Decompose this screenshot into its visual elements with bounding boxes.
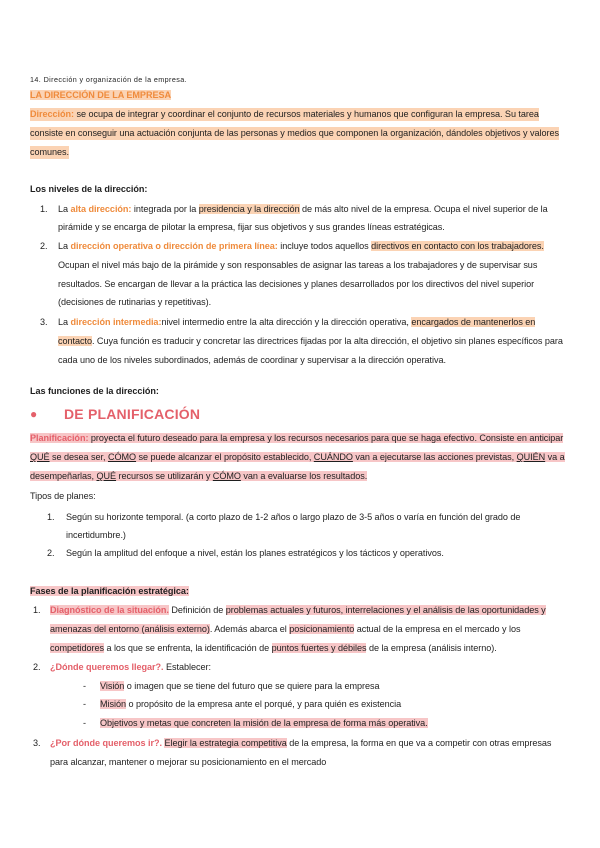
document-title: 14. Dirección y organización de la empresa. — [30, 75, 188, 84]
text: de la empresa, la forma en que va a competir con otras empresas — [286, 738, 552, 748]
definition-line-3: comunes. — [30, 147, 70, 157]
question-como: CÓMO — [107, 452, 137, 462]
tipos-heading: Tipos de planes: — [30, 491, 96, 501]
tipo-2-line-1: Según la amplitud del enfoque a nivel, están los planes estratégicos y los tácticos y operativos. — [66, 548, 444, 558]
term-por-donde-ir: ¿Por dónde queremos ir?. — [50, 738, 162, 748]
term-diagnostico: Diagnóstico de la situación. — [50, 605, 169, 615]
funciones-heading: Las funciones de la dirección: — [30, 386, 159, 396]
term-direccion-intermedia: dirección intermedia: — [70, 317, 162, 327]
text: La — [58, 204, 71, 214]
dash-marker: - — [83, 699, 87, 709]
highlight: Objetivos y metas que concreten la misión de la empresa de forma más operativa. — [100, 718, 428, 728]
fase-1-line-2 — [50, 623, 521, 636]
list-number: 1. — [47, 512, 55, 522]
nivel-3-line-3: cada uno de los niveles subordinados, además de coordinar y supervisar a la dirección operativa. — [58, 355, 446, 365]
fase-1-line-3 — [50, 642, 497, 655]
definition-line-2: consiste en conseguir una actuación conjunta de las personas y medios que componen la organización, dándoles objetivos y valores — [30, 128, 559, 138]
highlight: posicionamiento — [289, 624, 355, 634]
fases-heading — [30, 585, 189, 598]
list-number: 2. — [40, 241, 48, 251]
term-direccion-operativa: dirección operativa o dirección de primera línea: — [70, 241, 278, 251]
bullet-icon: ● — [30, 407, 38, 421]
highlight: encargados de mantenerlos en — [411, 317, 536, 327]
nivel-2-line-1 — [58, 240, 544, 253]
heading-text: LA DIRECCIÓN DE LA EMPRESA — [30, 90, 172, 100]
nivel-2-line-4: (decisiones de rutinarias y repetitivas). — [58, 297, 212, 307]
text: nivel intermedio entre la alta dirección y la dirección operativa, — [161, 317, 412, 327]
text: van a evaluarse los resultados. — [240, 471, 368, 481]
highlight: directivos en contacto con los trabajadores. — [371, 241, 544, 251]
nivel-3-line-1 — [58, 316, 535, 329]
question-que: QUÉ — [30, 452, 50, 462]
term-donde-llegar: ¿Dónde queremos llegar?. — [50, 662, 164, 672]
fase-3-line-1 — [50, 737, 551, 750]
question-como: CÓMO — [212, 471, 241, 481]
list-number: 3. — [40, 317, 48, 327]
highlight: Elegir la estrategia competitiva — [164, 738, 287, 748]
dash-marker: - — [83, 718, 87, 728]
text: o imagen que se tiene del futuro que se quiere para la empresa — [124, 681, 380, 691]
text: van a ejecutarse las acciones previstas, — [352, 452, 517, 462]
text: . Cuya función es traducir y concretar las directrices fijadas por la alta dirección, el objetivo sin planes específicos para — [91, 336, 563, 346]
highlight: presidencia y la dirección — [198, 204, 300, 214]
text: va a — [545, 452, 565, 462]
question-cuando: CUÁNDO — [313, 452, 353, 462]
highlight: puntos fuertes y débiles — [271, 643, 367, 653]
definition-line-1 — [30, 108, 539, 121]
nivel-1-line-1 — [58, 203, 548, 216]
fase-2-sub-2 — [100, 698, 401, 711]
nivel-1-line-2: pirámide y se encarga de pilotar la empresa, fijar sus objetivos y sus grandes líneas estratégicas. — [58, 222, 445, 232]
planificacion-line-1 — [30, 432, 563, 445]
tipo-1-line-1: Según su horizonte temporal. (a corto plazo de 1-2 años o largo plazo de 3-5 años o varía en función del grado de — [66, 512, 521, 522]
list-number: 3. — [33, 738, 41, 748]
question-que: QUÉ — [96, 471, 117, 481]
fase-3-line-2: para alcanzar, mantener o mejorar su posicionamiento en el mercado — [50, 757, 327, 767]
text: La — [58, 317, 71, 327]
text: de la empresa (análisis interno). — [366, 643, 497, 653]
highlight: amenazas del entorno (análisis externo) — [50, 624, 210, 634]
highlight: competidores — [50, 643, 104, 653]
text: se desea ser, — [49, 452, 108, 462]
fase-2-sub-1 — [100, 680, 380, 693]
text: a los que se enfrenta, la identificación de — [104, 643, 272, 653]
planificacion-line-2 — [30, 451, 565, 464]
text: Establecer: — [163, 662, 211, 672]
highlight: problemas actuales y futuros, interrelaciones y el análisis de las oportunidades y — [225, 605, 546, 615]
term-planificacion: Planificación: — [30, 433, 89, 443]
tipo-1-line-2: incertidumbre.) — [66, 530, 126, 540]
text: de más alto nivel de la empresa. Ocupa el nivel superior de la — [299, 204, 548, 214]
text: o propósito de la empresa ante el porqué, y para quién es existencia — [125, 699, 402, 709]
term-alta-direccion: alta dirección: — [70, 204, 132, 214]
fase-2-line-1 — [50, 661, 211, 674]
nivel-3-line-2 — [58, 335, 563, 348]
planificacion-heading: DE PLANIFICACIÓN — [64, 406, 201, 422]
text: se puede alcanzar el propósito establecido, — [136, 452, 314, 462]
fase-1-line-1 — [50, 604, 546, 617]
highlight: Visión — [100, 681, 125, 691]
planificacion-line-3 — [30, 470, 367, 483]
text: Fases de la planificación estratégica: — [30, 586, 189, 596]
list-number: 2. — [47, 548, 55, 558]
text: se ocupa de integrar y coordinar el conjunto de recursos materiales y humanos que configuran la empresa. Su tarea — [73, 109, 539, 119]
question-quien: QUIÉN — [516, 452, 546, 462]
section-heading — [30, 89, 171, 102]
niveles-heading: Los niveles de la dirección: — [30, 184, 148, 194]
nivel-2-line-3: resultados. Se encargan de llevar a la práctica las decisiones y planes desarrollados por los directivos del nivel superior — [58, 279, 535, 289]
list-number: 1. — [33, 605, 41, 615]
text: recursos se utilizarán y — [116, 471, 213, 481]
text: integrada por la — [131, 204, 199, 214]
highlight: Misión — [100, 699, 126, 709]
list-number: 1. — [40, 204, 48, 214]
term-direccion: Dirección: — [30, 109, 74, 119]
text: actual de la empresa en el mercado y los — [354, 624, 521, 634]
text: incluye todos aquellos — [277, 241, 372, 251]
text: desempeñarlas, — [30, 471, 97, 481]
text: La — [58, 241, 71, 251]
dash-marker: - — [83, 681, 87, 691]
nivel-2-line-2: Ocupan el nivel más bajo de la pirámide y son responsables de asignar las tareas a los trabajadores y de supervisar sus — [58, 260, 538, 270]
list-number: 2. — [33, 662, 41, 672]
text: Definición de — [168, 605, 226, 615]
text: proyecta el futuro deseado para la empresa y los recursos necesarios para que se haga efectivo. Consiste en anticipar — [88, 433, 564, 443]
fase-2-sub-3 — [100, 717, 428, 730]
text: . Además abarca el — [209, 624, 290, 634]
highlight: contacto — [58, 336, 92, 346]
